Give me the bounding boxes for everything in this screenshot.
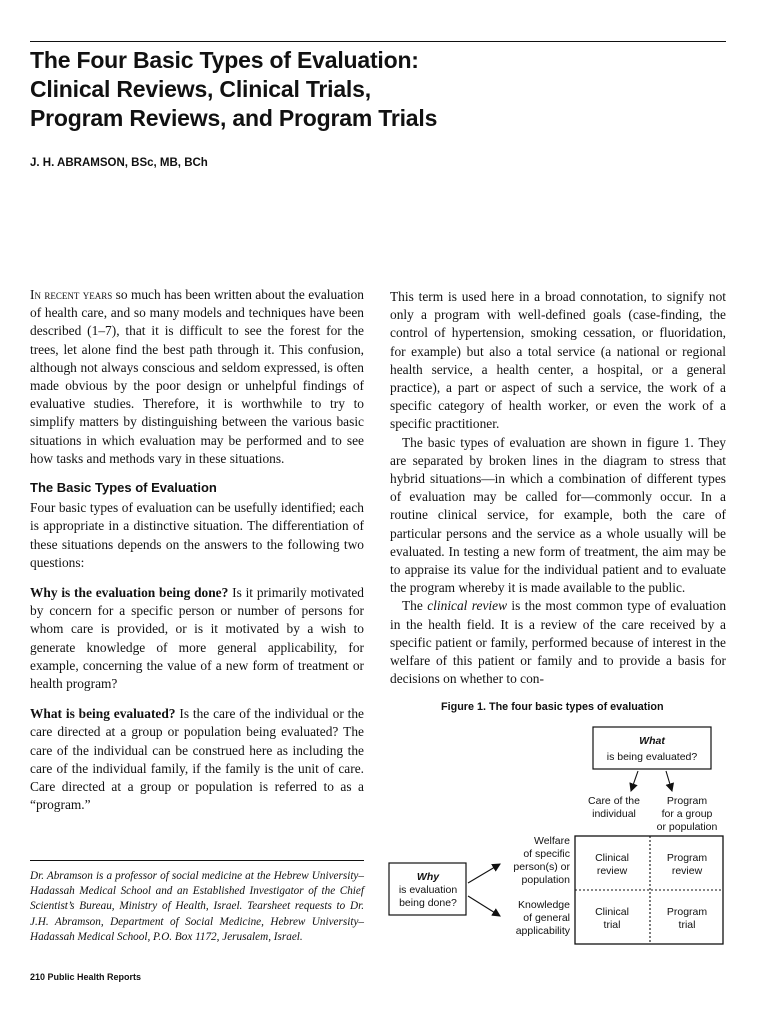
intro-text: so much has been written about the evaluation of health care, and so many models and techniques have been described (1–7), that it is difficult to see the forest for the trees, let alone find the best path through it. This confusion, although not always conscious and seldom expressed, is often made obvious by the poor design or unhelpful findings of evaluative studies. Therefore, it is worthwhile to try to simplify matters by distinguishing between the various basic situations in which evaluation may be performed and to see how tasks and methods vary in these situations. [30,287,364,466]
clinical-review-term: clinical review [427,598,507,614]
author-footnote: Dr. Abramson is a professor of social medicine at the Hebrew University–Hadassah Medical School and an Established Investigator of the Chief Scientist’s Bureau, Ministry of Health, Israel. Tearsheet requests to Dr. J.H. Abramson, Department of Social Medicine, Hebrew University–Hadassah Medical School, P.O. Box 1172, Jerusalem, Israel. [30,870,364,943]
right-column [390,288,726,688]
title-line-2: Clinical Reviews, Clinical Trials, [30,76,371,102]
figure-caption: Figure 1. The four basic types of evaluation [441,701,664,713]
clinical-trial-cell-2: trial [603,919,621,931]
title-line-1: The Four Basic Types of Evaluation: [30,47,419,73]
question-why-paragraph [30,584,364,693]
program-review-cell-1: Program [666,852,708,864]
article-title [30,46,730,133]
top-rule [30,41,726,42]
clinical-review-cell-1: Clinical [595,852,629,864]
what-question: is being evaluated? [606,751,698,763]
section-heading: The Basic Types of Evaluation [30,480,217,496]
knowledge-label-2: of general [523,912,570,924]
why-question-1: is evaluation [398,884,458,896]
welfare-label-1: Welfare [534,835,570,847]
question-what-label: What is being evaluated? [30,706,176,722]
footnote-rule [30,860,364,861]
intro-lead: In recent years [30,287,113,302]
welfare-label-4: population [521,874,570,886]
program-label-2: for a group [661,808,713,820]
left-column [30,286,364,814]
question-what-paragraph [30,705,364,814]
what-label: What [639,735,665,747]
program-label-3: or population [656,821,718,833]
welfare-label-3: person(s) or [513,861,570,873]
program-term-paragraph: This term is used here in a broad connotation, to signify not only a program with well-defined goals (case-finding, the control of hypertension, smoking cessation, or fluoridation, for example) but also a total service (a national or regional health service, a health center, a hospital, or a general practice), a part or aspect of such a service, the work of a specific category of health worker, or even the work of a specific practitioner. [390,289,726,432]
title-line-3: Program Reviews, and Program Trials [30,105,438,131]
why-label: Why [416,871,440,883]
author-byline: J. H. ABRAMSON, BSc, MB, BCh [30,157,208,169]
why-arrow-up [468,864,500,883]
clinical-review-paragraph [390,597,726,688]
basic-types-paragraph: Four basic types of evaluation can be usefully identified; each is appropriate in a distinctive situation. The differentiation of these situations depends on the answers to the following two questions: [30,500,364,570]
knowledge-label-1: Knowledge [518,899,570,911]
page-footer: 210 Public Health Reports [30,972,142,982]
program-review-cell-2: review [671,865,703,877]
care-individual-label-2: individual [592,808,636,820]
question-why-label: Why is the evaluation being done? [30,585,229,601]
question-why-text: Is it primarily motivated by concern for a specific person or number of persons for whom care is provided, or is it motivated by a wish to generate knowledge of more general applicability, for example, concerning the value of a new form of treatment or health program? [30,585,364,692]
clinical-trial-cell-1: Clinical [595,906,629,918]
evaluation-types-diagram [380,720,726,950]
what-arrow-right [666,771,672,791]
clinical-review-pre: The [402,598,428,614]
care-individual-label-1: Care of the [588,795,640,807]
program-trial-cell-2: trial [678,919,696,931]
why-question-2: being done? [399,897,457,909]
program-trial-cell-1: Program [666,906,708,918]
question-what-text: Is the care of the individual or the care directed at a group or population being evaluated? The care of the individual can be construed here as including the care of the individual family, if the family is the unit of care. Care directed at a group or population is referred to as a “program.” [30,706,364,813]
clinical-review-text: is the most common type of evaluation in the health field. It is a review of the care received by a specific patient or family, performed because of interest in the welfare of this patient or family and to provide a basis for decisions on whether to con- [390,598,727,687]
clinical-review-cell-2: review [596,865,628,877]
intro-paragraph [30,286,364,468]
program-label-1: Program [666,795,708,807]
why-arrow-down [468,896,500,916]
types-figure-paragraph: The basic types of evaluation are shown in figure 1. They are separated by broken lines in the diagram to stress that hybrid situations—in which a combination of different types of evaluation may be called for—commonly occur. In a routine clinical service, for example, both the care of particular persons and the service as a whole usually will be evaluated. In testing a new form of treatment, the aim may be to appraise its value for the individual patient and to evaluate the program whereby it is made available to the public. [390,434,726,596]
what-arrow-left [631,771,638,791]
welfare-label-2: of specific [523,848,570,860]
knowledge-label-3: applicability [515,925,570,937]
